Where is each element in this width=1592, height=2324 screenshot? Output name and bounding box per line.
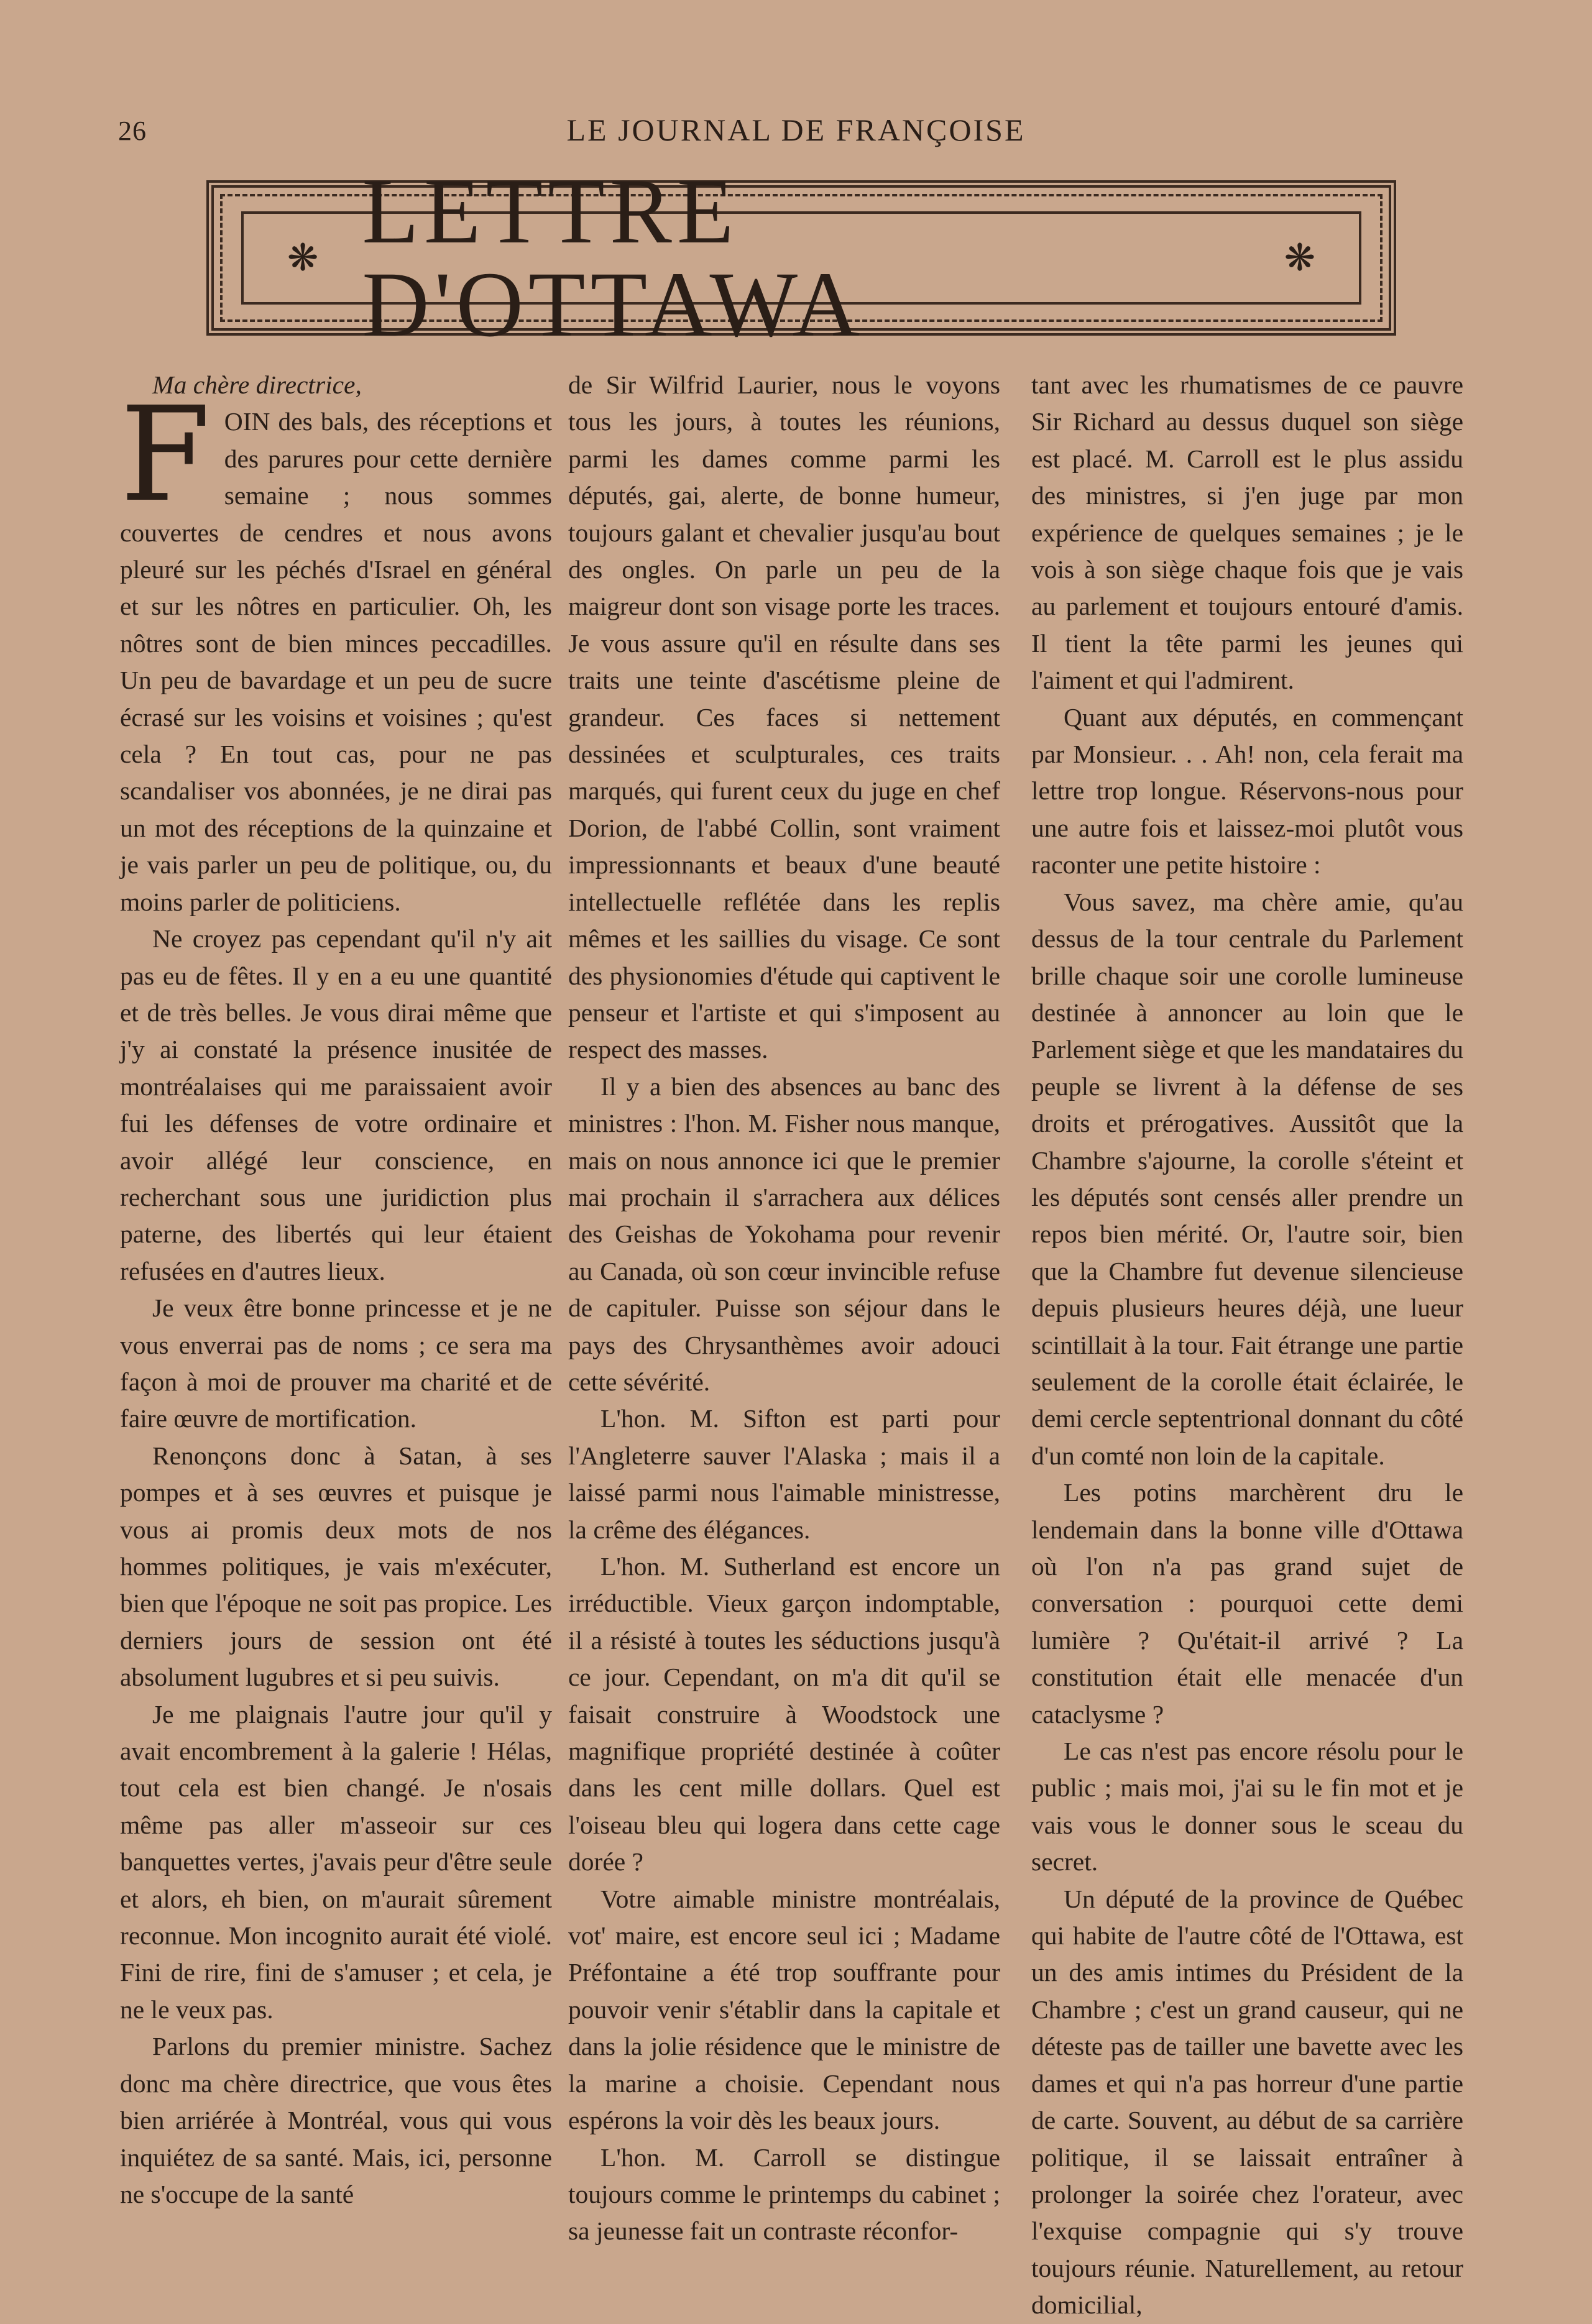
paragraph: L'hon. M. Carroll se distingue toujours comme le printemps du cabinet ; sa jeunesse fait un contraste réconfor-: [568, 2143, 1000, 2246]
paragraph: tant avec les rhumatismes de ce pauvre Sir Richard au dessus duquel son siège est placé. M. Carroll est le plus assidu des ministres, si j'en juge par mon expérience de quelques semaines ; je le vois à son siège chaque fois que je vais au parlement et toujours entouré d'amis. Il tient la tête parmi les jeunes qui l'aiment et qui l'admirent.: [1031, 370, 1463, 695]
paragraph: Il y a bien des absences au banc des ministres : l'hon. M. Fisher nous manque, mais on nous annonce ici que le premier mai prochain il s'arrachera aux délices des Geishas de Yokohama pour revenir au Canada, où son cœur invincible refuse de capituler. Puisse son séjour dans le pays des Chrysanthèmes avoir adouci cette sévérité.: [568, 1072, 1000, 1396]
rosette-icon: ❋: [287, 237, 319, 278]
paragraph: Votre aimable ministre montréalais, vot' maire, est encore seul ici ; Madame Préfontaine a été trop souffrante pour pouvoir venir s'établir dans la capitale et dans la jolie résidence que le ministre de la marine a choisie. Cependant nous espérons la voir dès les beaux jours.: [568, 1884, 1000, 2135]
text-column-1: [120, 367, 552, 2213]
paragraph: Je me plaignais l'autre jour qu'il y avait encombrement à la galerie ! Hélas, tout cela est bien changé. Je n'osais même pas aller m'asseoir sur ces banquettes vertes, j'avais peur d'être seule et alors, eh bien, on m'aurait sûrement reconnue. Mon incognito aurait été violé. Fini de rire, fini de s'amuser ; et cela, je ne le veux pas.: [120, 1699, 552, 2024]
drop-cap: F: [120, 379, 211, 531]
page-number: 26: [118, 116, 147, 146]
paragraph: Les potins marchèrent dru le lendemain dans la bonne ville d'Ottawa où l'on n'a pas grand sujet de conversation : pourquoi cette demi lumière ? Qu'était-il arrivé ? La constitution était elle menacée d'un cataclysme ?: [1031, 1478, 1463, 1729]
paragraph: FOIN des bals, des réceptions et des parures pour cette dernière semaine ; nous sommes couvertes de cendres et nous avons pleuré sur les péchés d'Israel en général et sur les nôtres en particulier. Oh, les nôtres sont de bien minces peccadilles. Un peu de bavardage et un peu de sucre écrasé sur les voisins et voisines ; qu'est cela ? En tout cas, pour ne pas scandaliser vos abonnées, je ne dirai pas un mot des réceptions de la quinzaine et je vais parler un peu de politique, ou, du moins parler de politiciens.: [120, 379, 552, 916]
title-frame: [206, 160, 1396, 356]
paragraph: Je veux être bonne princesse et je ne vous enverrai pas de noms ; ce sera ma façon à moi de prouver ma charité et de faire œuvre de mortification.: [120, 1293, 552, 1433]
paragraph: L'hon. M. Sifton est parti pour l'Angleterre sauver l'Alaska ; mais il a laissé parmi nous l'aimable ministresse, la crême des élégances.: [568, 1404, 1000, 1544]
paragraph: Ne croyez pas cependant qu'il n'y ait pas eu de fêtes. Il y en a eu une quantité et de très belles. Je vous dirai même que j'y ai constaté la présence inusitée de montréalaises qui me paraissaient avoir fui les défenses de votre ordinaire et avoir allégé leur conscience, en recherchant sous une juridiction plus paterne, des libertés qui leur étaient refusées en d'autres lieux.: [120, 924, 552, 1285]
paragraph: Parlons du premier ministre. Sachez donc ma chère directrice, que vous êtes bien arriérée à Montréal, vous qui vous inquiétez de sa santé. Mais, ici, personne ne s'occupe de la santé: [120, 2032, 552, 2208]
running-title: LE JOURNAL DE FRANÇOISE: [566, 113, 1026, 147]
paragraph: Un député de la province de Québec qui habite de l'autre côté de l'Ottawa, est un des amis intimes du Président de la Chambre ; c'est un grand causeur, qui ne déteste pas de tailler une bavette avec les dames et qui n'a pas horreur d'une partie de carte. Souvent, au début de sa carrière politique, il se laissait entraîner à prolonger la soirée chez l'orateur, avec l'exquise compagnie qui s'y trouve toujours réunie. Naturellement, au retour domicilial,: [1031, 1884, 1463, 2320]
paragraph: Vous savez, ma chère amie, qu'au dessus de la tour centrale du Parlement brille chaque soir une corolle lumineuse destinée à annoncer au loin que le Parlement siège et que les mandataires du peuple se livrent à la défense de ses droits et prérogatives. Aussitôt que la Chambre s'ajourne, la corolle s'éteint et les députés sont censés aller prendre un repos bien mérité. Or, l'autre soir, bien que la Chambre fut devenue silencieuse depuis plusieurs heures déjà, une lueur scintillait à la tour. Fait étrange une partie seulement de la corolle était éclairée, le demi cercle septentrional donnant du côté d'un comté non loin de la capitale.: [1031, 887, 1463, 1470]
article-title: LETTRE D'OTTAWA: [362, 160, 865, 356]
paragraph: Le cas n'est pas encore résolu pour le public ; mais moi, j'ai su le fin mot et je vais vous le donner sous le sceau du secret.: [1031, 1737, 1463, 1876]
paragraph: de Sir Wilfrid Laurier, nous le voyons tous les jours, à toutes les réunions, parmi les dames comme parmi les députés, gai, alerte, de bonne humeur, toujours galant et chevalier jusqu'au bout des ongles. On parle un peu de la maigreur dont son visage porte les traces. Je vous assure qu'il en résulte dans ses traits une teinte d'ascétisme pleine de grandeur. Ces faces si nettement dessinées et sculpturales, ces traits marqués, qui furent ceux du juge en chef Dorion, de l'abbé Collin, sont vraiment impressionnants et beaux d'une beauté intellectuelle reflétée dans les replis mêmes et les saillies du visage. Ce sont des physionomies d'étude qui captivent le penseur et l'artiste et qui s'imposent au respect des masses.: [568, 370, 1000, 1064]
salutation: Ma chère directrice,: [152, 370, 362, 399]
paragraph: Quant aux députés, en commençant par Monsieur. . . Ah! non, cela ferait ma lettre trop longue. Réservons-nous pour une autre fois et laissez-moi plutôt vous raconter une petite histoire :: [1031, 702, 1463, 880]
title-inner-border: [241, 160, 1361, 356]
text-column-2: [568, 367, 1000, 2250]
rosette-icon: ❋: [1284, 237, 1315, 278]
paragraph: L'hon. M. Sutherland est encore un irréductible. Vieux garçon indomptable, il a résisté à toutes les séductions jusqu'à ce jour. Cependant, on m'a dit qu'il se faisait construire à Woodstock une magnifique propriété destinée à coûter dans les cent mille dollars. Quel est l'oiseau bleu qui logera dans cette cage dorée ?: [568, 1552, 1000, 1876]
text-column-3: [1031, 367, 1463, 2324]
paragraph: Renonçons donc à Satan, à ses pompes et à ses œuvres et puisque je vous ai promis deux mots de nos hommes politiques, je vais m'exécuter, bien que l'époque ne soit pas propice. Les derniers jours de session ont été absolument lugubres et si peu suivis.: [120, 1441, 552, 1692]
